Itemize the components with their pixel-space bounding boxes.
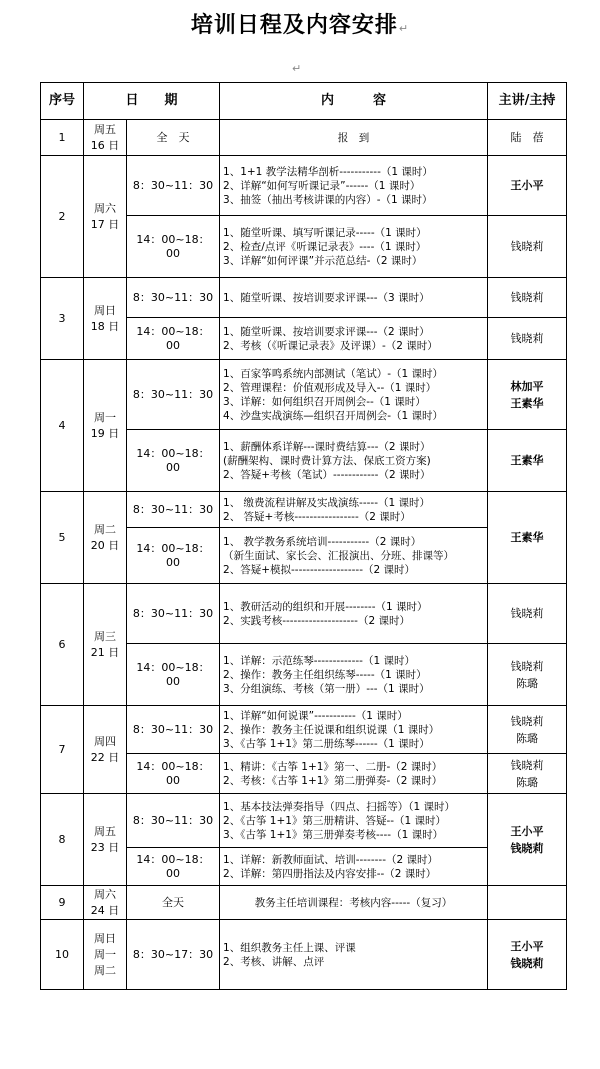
content-cell: [220, 886, 488, 920]
day-number-cell: [41, 584, 84, 706]
weekday-cell: [84, 886, 127, 920]
time-cell: [127, 848, 220, 886]
session-time: 14：00~18：00: [136, 852, 210, 880]
table-row: [41, 156, 567, 216]
content-line: 1、薪酬体系详解---课时费结算---（2 课时）: [223, 440, 431, 453]
content-line: 1、基本技法弹奏指导（四点、扫摇等）（1 课时）: [223, 800, 455, 813]
content-line: 3、《古筝 1+1》第二册练琴------（1 课时）: [223, 737, 430, 750]
time-cell: [127, 492, 220, 528]
weekday-cell: [84, 920, 127, 990]
header-no: 序号: [41, 83, 84, 120]
speaker-cell: [488, 644, 567, 706]
speaker-name: 钱晓莉: [510, 607, 544, 620]
weekday-line: 周五: [94, 824, 116, 838]
day-number: 3: [58, 311, 66, 325]
weekday-line: 周日: [94, 931, 116, 945]
session-time: 14：00~18：00: [136, 660, 210, 688]
speaker-cell: [488, 318, 567, 360]
content-line: 1、1+1 教学法精华剖析-----------（1 课时）: [223, 165, 433, 178]
speaker-cell: [488, 360, 567, 430]
time-cell: [127, 360, 220, 430]
time-cell: [127, 216, 220, 278]
content-line: 1、精讲：《古筝 1+1》第一、二册-（2 课时）: [223, 760, 443, 773]
session-time: 8：30~11：30: [132, 606, 214, 620]
session-time: 14：00~18：00: [136, 324, 210, 352]
weekday-line: 周一: [94, 410, 116, 424]
weekday-cell: [84, 584, 127, 706]
content-line: 2、答疑+模拟-------------------（2 课时）: [223, 563, 415, 576]
weekday-cell: [84, 156, 127, 278]
session-time: 14：00~18：00: [136, 541, 210, 569]
speaker-name: 钱晓莉: [510, 956, 544, 970]
session-time: 14：00~18：00: [136, 446, 210, 474]
content-line: 教务主任培训课程：考核内容-----（复习）: [254, 896, 453, 909]
time-cell: [127, 318, 220, 360]
content-cell: [220, 278, 488, 318]
content-cell: [220, 848, 488, 886]
day-number-cell: [41, 920, 84, 990]
weekday-cell: [84, 794, 127, 886]
day-number: 5: [58, 530, 66, 544]
weekday-line: 16 日: [90, 138, 120, 152]
content-line: 3、《古筝 1+1》第三册弹奏考核----（1 课时）: [223, 828, 444, 841]
weekday-line: 周六: [94, 887, 116, 901]
content-line: 报 到: [337, 131, 370, 144]
weekday-line: 20 日: [90, 538, 120, 552]
speaker-cell: [488, 278, 567, 318]
weekday-cell: [84, 120, 127, 156]
session-time: 8：30~11：30: [132, 502, 214, 516]
day-number-cell: [41, 156, 84, 278]
session-time: 8：30~17：30: [132, 947, 214, 961]
weekday-cell: [84, 278, 127, 360]
speaker-cell: [488, 430, 567, 492]
speaker-cell: [488, 886, 567, 920]
content-line: 2、 答疑+考核-----------------（2 课时）: [223, 510, 411, 523]
speaker-name: 钱晓莉: [510, 659, 544, 673]
time-cell: [127, 886, 220, 920]
schedule-table: [40, 82, 567, 990]
session-time: 8：30~11：30: [132, 813, 214, 827]
table-row: [41, 492, 567, 528]
table-row: [41, 278, 567, 318]
speaker-name: 王素华: [510, 396, 544, 410]
day-number: 8: [58, 832, 66, 846]
time-cell: [127, 754, 220, 794]
header-date: 日 期: [84, 83, 220, 120]
session-time: 8：30~11：30: [132, 387, 214, 401]
content-cell: [220, 584, 488, 644]
header-row: [41, 83, 567, 120]
content-line: 2、管理课程：价值观形成及导入--（1 课时）: [223, 381, 437, 394]
content-cell: [220, 754, 488, 794]
speaker-cell: [488, 920, 567, 990]
weekday-line: 21 日: [90, 645, 120, 659]
weekday-line: 24 日: [90, 903, 120, 917]
session-time: 8：30~11：30: [132, 178, 214, 192]
speaker-name: 王小平: [510, 824, 544, 838]
time-cell: [127, 584, 220, 644]
day-number: 1: [58, 130, 66, 144]
speaker-name: 钱晓莉: [510, 240, 544, 253]
content-line: 3、抽签（抽出考核讲课的内容）-（1 课时）: [223, 193, 433, 206]
time-cell: [127, 278, 220, 318]
weekday-line: 周二: [94, 963, 116, 977]
time-cell: [127, 156, 220, 216]
session-time: 14：00~18：00: [136, 232, 210, 260]
day-number: 7: [58, 742, 66, 756]
content-line: 2、操作：教务主任说课和组织说课（1 课时）: [223, 723, 440, 736]
speaker-name: 钱晓莉: [510, 714, 544, 728]
speaker-name: 王素华: [510, 531, 544, 544]
time-cell: [127, 644, 220, 706]
content-line: 2、操作：教务主任组织练琴-----（1 课时）: [223, 668, 427, 681]
speaker-cell: [488, 156, 567, 216]
speaker-name: 钱晓莉: [510, 841, 544, 855]
table-row: [41, 360, 567, 430]
weekday-line: 18 日: [90, 319, 120, 333]
header-speaker: 主讲/主持: [488, 83, 567, 120]
content-cell: [220, 920, 488, 990]
day-number: 6: [58, 637, 66, 651]
weekday-line: 周二: [94, 522, 116, 536]
speaker-cell: [488, 706, 567, 754]
content-line: 1、 缴费流程讲解及实战演练-----（1 课时）: [223, 496, 430, 509]
table-row: [41, 886, 567, 920]
speaker-cell: [488, 492, 567, 584]
weekday-cell: [84, 360, 127, 492]
content-cell: [220, 360, 488, 430]
content-line: 1、组织教务主任上课、评课: [223, 941, 356, 954]
weekday-cell: [84, 492, 127, 584]
content-line: 1、详解：新教师面试、培训--------（2 课时）: [223, 853, 439, 866]
session-time: 8：30~11：30: [132, 290, 214, 304]
content-line: （新生面试、家长会、汇报演出、分班、排课等）: [223, 549, 455, 562]
weekday-line: 17 日: [90, 217, 120, 231]
content-line: 3、详解“如何评课”并示范总结-（2 课时）: [223, 254, 423, 267]
content-line: 2、详解“如何写听课记录”------（1 课时）: [223, 179, 421, 192]
speaker-name: 钱晓莉: [510, 332, 544, 345]
content-line: (薪酬架构、课时费计算方法、保底工资方案): [223, 454, 431, 467]
paragraph-mark-icon: ↵: [292, 62, 302, 75]
weekday-line: 19 日: [90, 426, 120, 440]
content-line: 3、详解：如何组织召开周例会--（1 课时）: [223, 395, 426, 408]
time-cell: [127, 430, 220, 492]
speaker-cell: [488, 794, 567, 886]
table-row: [41, 120, 567, 156]
content-line: 2、详解：第四册指法及内容安排--（2 课时）: [223, 867, 437, 880]
day-number: 2: [58, 209, 66, 223]
day-number: 4: [58, 418, 66, 432]
speaker-name: 王小平: [510, 179, 544, 192]
speaker-name: 陆 蓓: [510, 131, 544, 144]
speaker-name: 钱晓莉: [510, 758, 544, 772]
content-line: 1、随堂听课、按培训要求评课---（2 课时）: [223, 325, 430, 338]
content-cell: [220, 216, 488, 278]
session-time: 全 天: [156, 130, 190, 144]
speaker-cell: [488, 584, 567, 644]
time-cell: [127, 794, 220, 848]
weekday-line: 23 日: [90, 840, 120, 854]
content-cell: [220, 644, 488, 706]
weekday-line: 22 日: [90, 750, 120, 764]
content-line: 1、详解“如何说课”-----------（1 课时）: [223, 709, 408, 722]
day-number-cell: [41, 794, 84, 886]
day-number-cell: [41, 706, 84, 794]
content-line: 1、详解：示范练琴-------------（1 课时）: [223, 654, 415, 667]
time-cell: [127, 528, 220, 584]
time-cell: [127, 920, 220, 990]
content-cell: [220, 706, 488, 754]
content-cell: [220, 492, 488, 528]
time-cell: [127, 120, 220, 156]
page-title: 培训日程及内容安排↵: [190, 13, 410, 38]
speaker-name: 陈璐: [516, 775, 539, 789]
table-row: [41, 584, 567, 644]
content-line: 4、沙盘实战演练—组织召开周例会-（1 课时）: [223, 409, 444, 422]
weekday-cell: [84, 706, 127, 794]
content-line: 1、教研活动的组织和开展--------（1 课时）: [223, 600, 428, 613]
day-number: 9: [58, 895, 66, 909]
content-cell: [220, 794, 488, 848]
speaker-name: 陈璐: [516, 676, 539, 690]
speaker-cell: [488, 754, 567, 794]
weekday-line: 周六: [94, 201, 116, 215]
content-cell: [220, 156, 488, 216]
content-line: 2、《古筝 1+1》第三册精讲、答疑--（1 课时）: [223, 814, 447, 827]
content-line: 2、考核（《听课记录表》及评课）-（2 课时）: [223, 339, 438, 352]
weekday-line: 周一: [94, 947, 116, 961]
day-number: 10: [55, 947, 69, 961]
session-time: 14：00~18：00: [136, 759, 210, 787]
speaker-name: 王素华: [510, 454, 544, 467]
time-cell: [127, 706, 220, 754]
speaker-cell: [488, 120, 567, 156]
speaker-name: 钱晓莉: [510, 291, 544, 304]
content-cell: [220, 430, 488, 492]
speaker-cell: [488, 216, 567, 278]
table-row: [41, 706, 567, 754]
session-time: 全天: [162, 895, 184, 909]
weekday-line: 周三: [94, 629, 116, 643]
content-line: 1、百家筝鸣系统内部测试（笔试）-（1 课时）: [223, 367, 444, 380]
session-time: 8：30~11：30: [132, 722, 214, 736]
day-number-cell: [41, 278, 84, 360]
day-number-cell: [41, 492, 84, 584]
day-number-cell: [41, 886, 84, 920]
content-line: 2、考核：《古筝 1+1》第二册弹奏-（2 课时）: [223, 774, 443, 787]
speaker-name: 王小平: [510, 939, 544, 953]
weekday-line: 周五: [94, 122, 116, 136]
speaker-name: 陈璐: [516, 731, 539, 745]
table-row: [41, 794, 567, 848]
weekday-line: 周日: [94, 303, 116, 317]
content-line: 2、考核、讲解、点评: [223, 955, 325, 968]
content-line: 1、随堂听课、填写听课记录-----（1 课时）: [223, 226, 427, 239]
content-line: 1、随堂听课、按培训要求评课---（3 课时）: [223, 291, 430, 304]
day-number-cell: [41, 120, 84, 156]
day-number-cell: [41, 360, 84, 492]
content-line: 1、 教学教务系统培训-----------（2 课时）: [223, 535, 422, 548]
speaker-name: 林加平: [510, 379, 544, 393]
content-line: 2、实践考核--------------------（2 课时）: [223, 614, 410, 627]
content-line: 2、检查/点评《听课记录表》----（1 课时）: [223, 240, 427, 253]
header-content: 内 容: [220, 83, 488, 120]
content-cell: [220, 528, 488, 584]
content-line: 2、答疑+考核（笔试）------------（2 课时）: [223, 468, 431, 481]
content-cell: [220, 120, 488, 156]
content-line: 3、分组演练、考核（第一册）---（1 课时）: [223, 682, 430, 695]
weekday-line: 周四: [94, 734, 116, 748]
table-row: [41, 920, 567, 990]
content-cell: [220, 318, 488, 360]
